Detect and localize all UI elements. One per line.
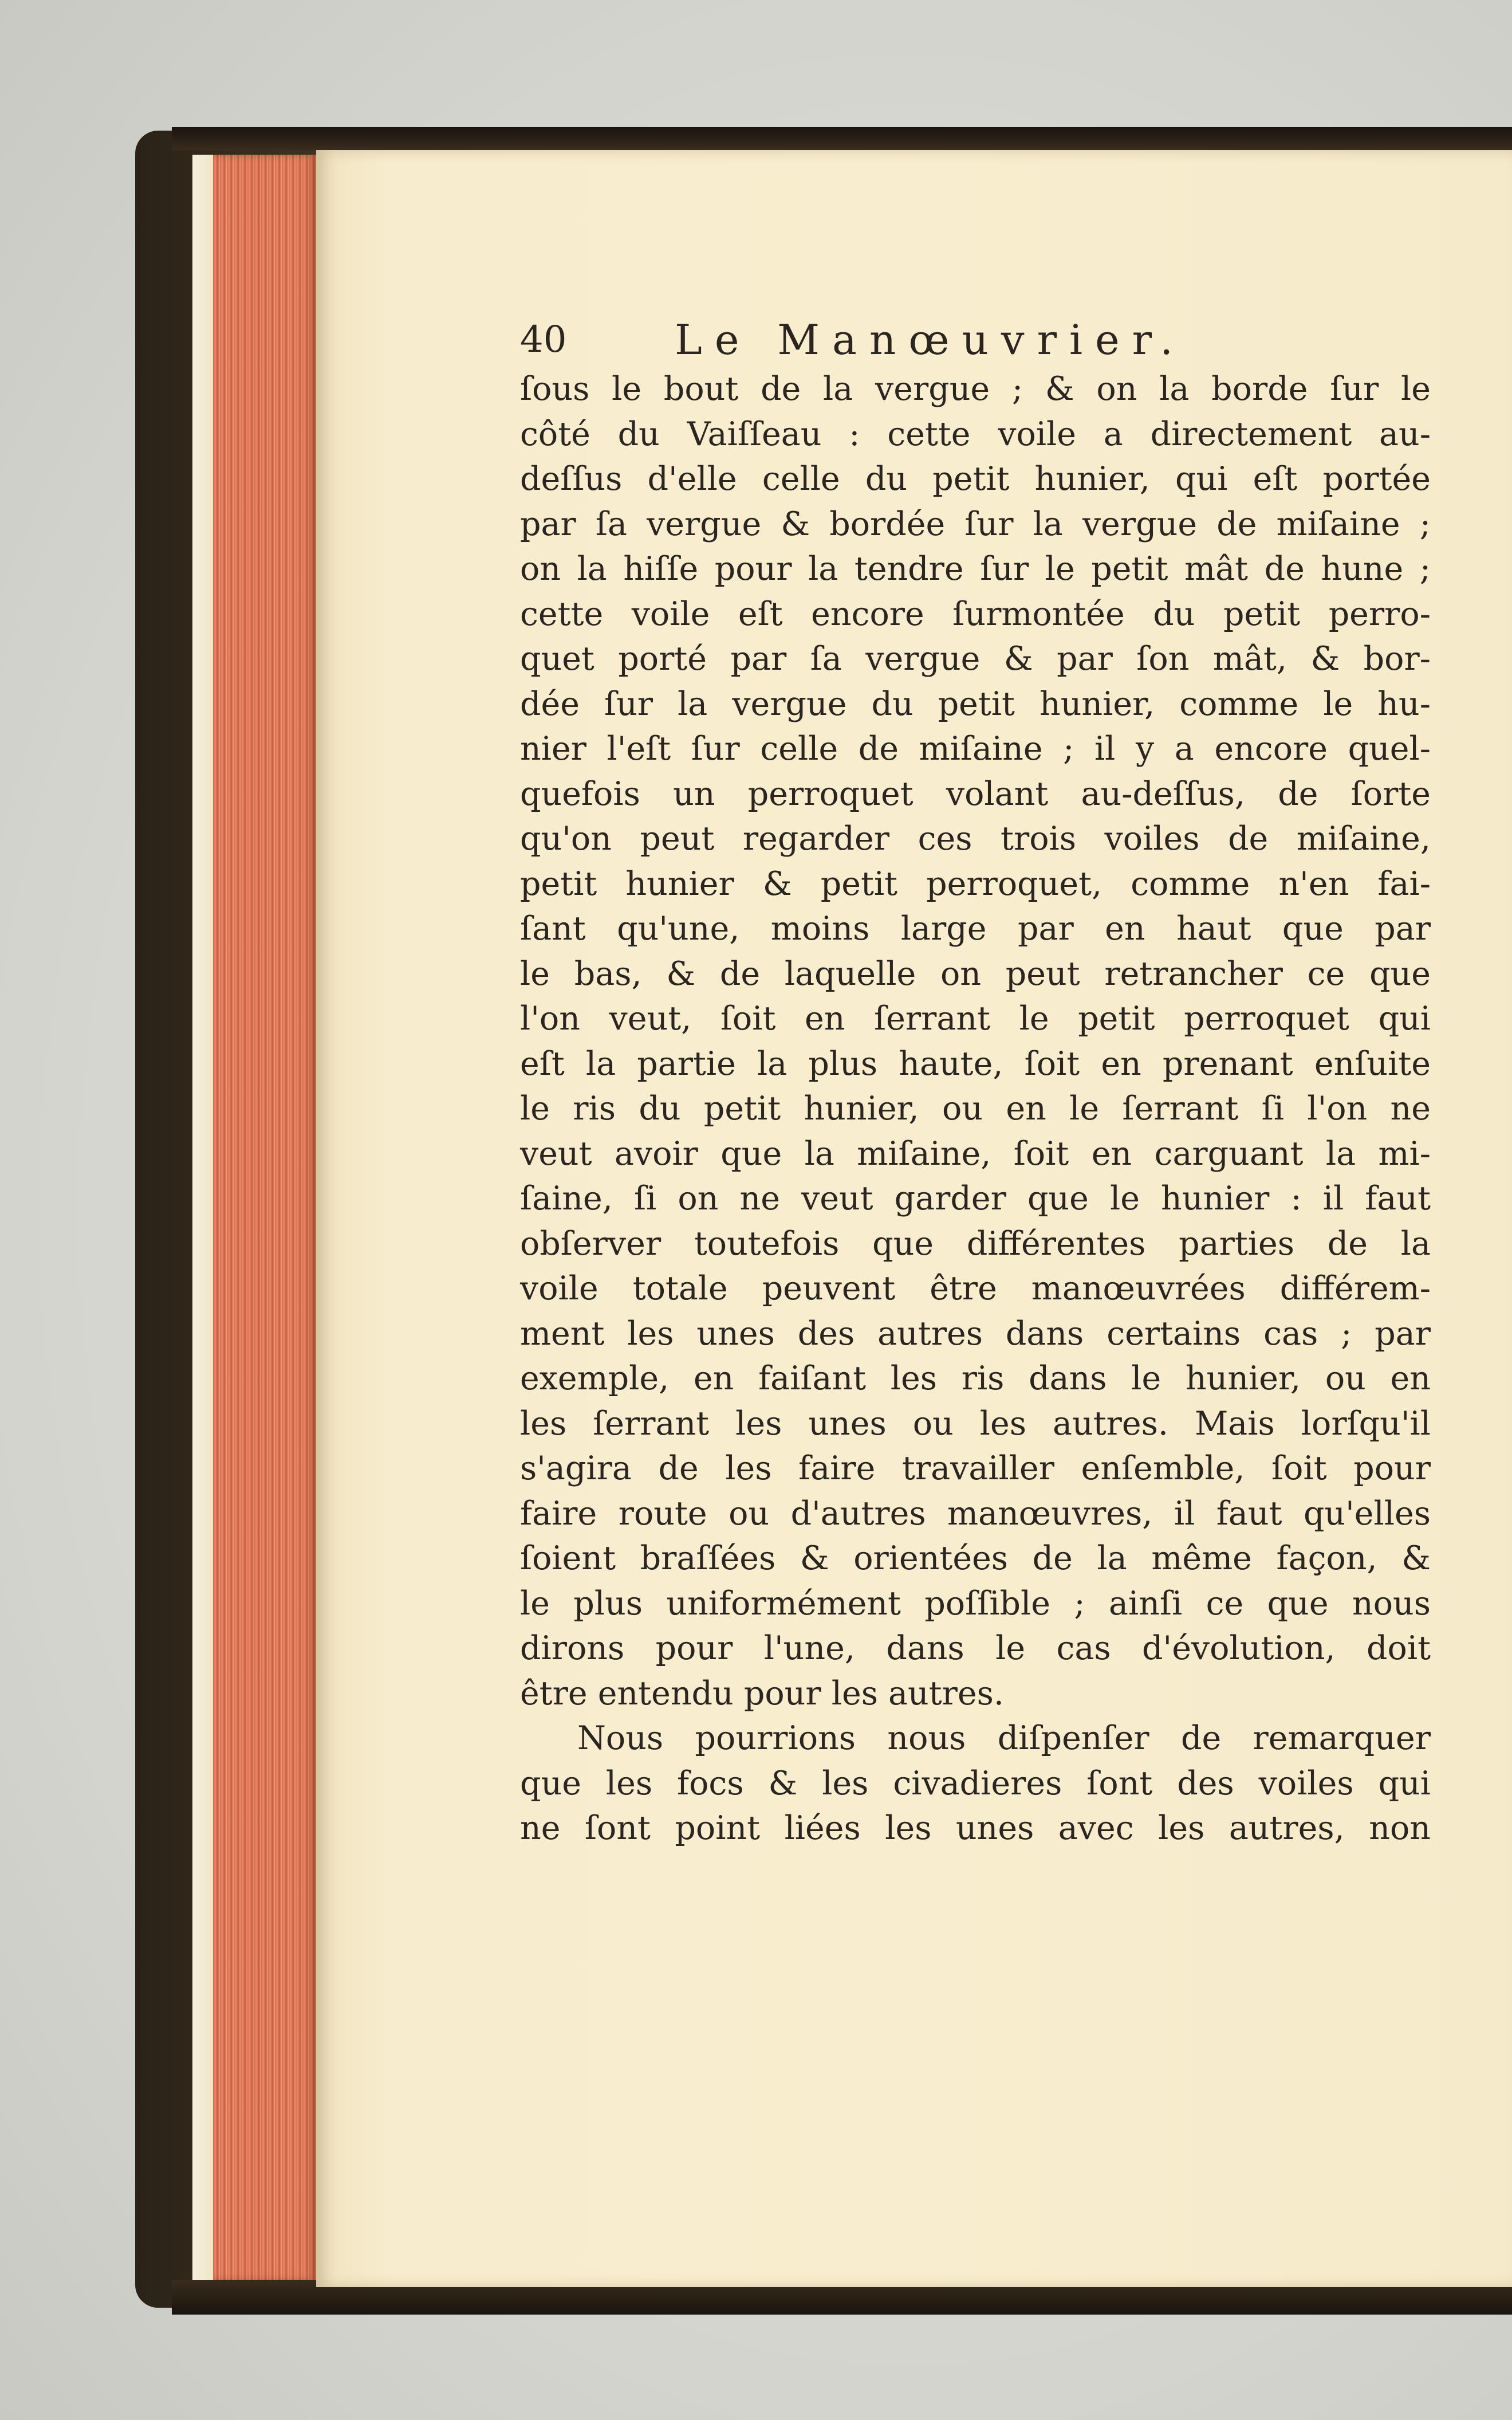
text-line: ne ſont point liées les unes avec les autres, non	[520, 1809, 1431, 1847]
text-line: qu'on peut regarder ces trois voiles de miſaine,	[520, 820, 1431, 858]
text-line: les ſerrant les unes ou les autres. Mais lorſqu'il	[520, 1404, 1431, 1443]
text-line: dirons pour l'une, dans le cas d'évolution, doit	[520, 1629, 1431, 1667]
text-line: on la hiſſe pour la tendre ſur le petit mât de hune ;	[520, 550, 1431, 588]
binding-top-edge	[172, 127, 1512, 150]
text-line: ſous le bout de la vergue ; & on la borde ſur le	[520, 370, 1431, 408]
text-line: le plus uniformément poſſible ; ainſi ce que nous	[520, 1584, 1431, 1622]
text-line: quet porté par ſa vergue & par ſon mât, & bor-	[520, 640, 1431, 678]
paragraph-1	[520, 367, 1431, 1716]
text-line: Nous pourrions nous diſpenſer de remarquer	[577, 1719, 1431, 1757]
text-line: exemple, en faiſant les ris dans le hunier, ou en	[520, 1360, 1431, 1397]
text-line: que les focs & les civadieres ſont des voiles qui	[520, 1764, 1431, 1802]
text-line: obſerver toutefois que différentes parties de la	[520, 1224, 1431, 1263]
text-line: le bas, & de laquelle on peut retrancher ce que	[520, 954, 1431, 993]
running-title: Le Manœuvrier.	[675, 316, 1186, 364]
text-line: cette voile eſt encore ſurmontée du petit perro-	[520, 595, 1431, 633]
text-line: ment les unes des autres dans certains cas ; par	[520, 1314, 1431, 1353]
text-line: l'on veut, ſoit en ſerrant le petit perroquet qui	[520, 1000, 1431, 1038]
text-line: veut avoir que la miſaine, ſoit en carguant la mi-	[520, 1134, 1431, 1173]
text-line: s'agira de les faire travailler enſemble, ſoit pour	[520, 1449, 1431, 1487]
text-line: dée ſur la vergue du petit hunier, comme le hu-	[520, 685, 1431, 723]
text-line: nier l'eſt ſur celle de miſaine ; il y a encore quel-	[520, 730, 1431, 768]
text-line: par ſa vergue & bordée ſur la vergue de miſaine ;	[520, 505, 1431, 543]
page-number: 40	[520, 319, 567, 361]
page-header	[520, 314, 1436, 366]
page-edges-red	[213, 155, 316, 2280]
text-line: deſſus d'elle celle du petit hunier, qui eſt portée	[520, 460, 1431, 498]
text-line: ſant qu'une, moins large par en haut que par	[520, 910, 1431, 948]
text-line: quefois un perroquet volant au-deſſus, de ſorte	[520, 775, 1431, 813]
text-line: le ris du petit hunier, ou en le ſerrant ſi l'on ne	[520, 1090, 1431, 1128]
text-line: voile totale peuvent être manœuvrées différem-	[520, 1270, 1431, 1307]
page-text	[520, 367, 1431, 1851]
text-line: faire route ou d'autres manœuvres, il faut qu'elles	[520, 1494, 1431, 1533]
text-line: ſaine, ſi on ne veut garder que le hunier : il faut	[520, 1180, 1431, 1217]
text-line: être entendu pour les autres.	[520, 1674, 1005, 1712]
text-line: ſoient braſſées & orientées de la même façon, &	[520, 1539, 1431, 1577]
text-line: eſt la partie la plus haute, ſoit en prenant enſuite	[520, 1044, 1431, 1083]
text-line: côté du Vaiſſeau : cette voile a directement au-	[520, 415, 1431, 453]
text-line: petit hunier & petit perroquet, comme n'en fai-	[520, 865, 1431, 903]
paragraph-2	[520, 1716, 1431, 1851]
